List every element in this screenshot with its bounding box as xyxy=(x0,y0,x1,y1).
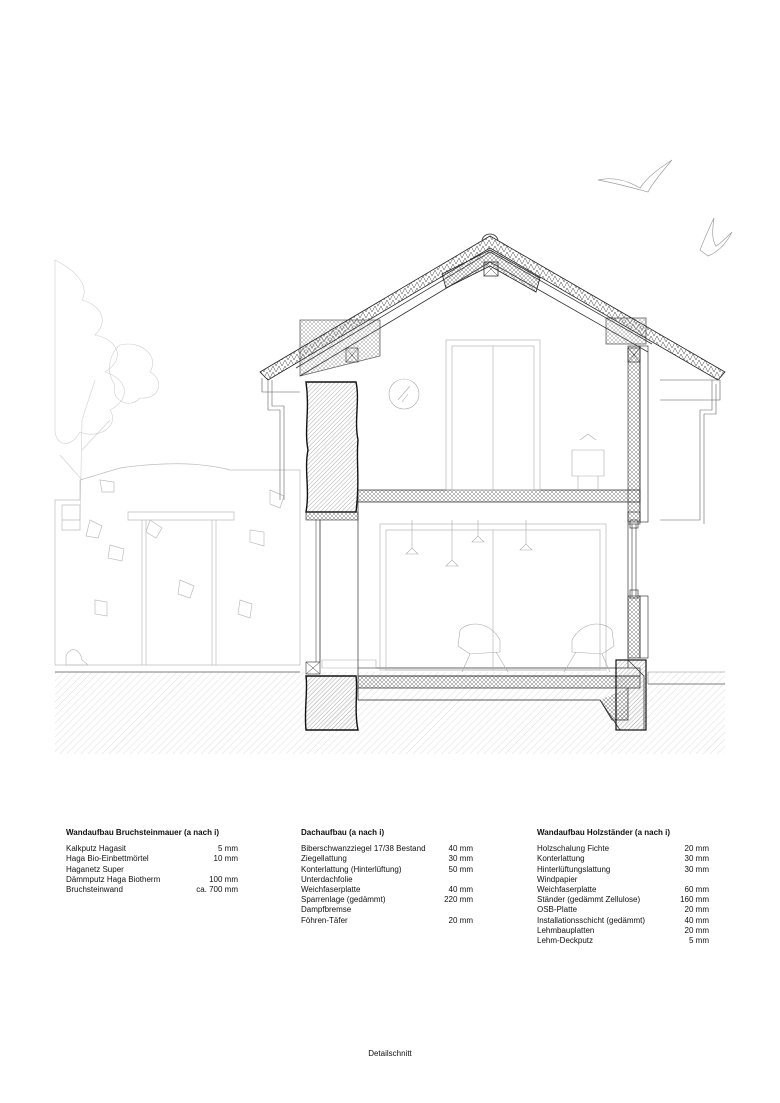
legend-row: Holzschalung Fichte 20 mm xyxy=(537,844,709,854)
legend-row: Ständer (gedämmt Zellulose) 160 mm xyxy=(537,895,709,905)
legend-title: Dachaufbau (a nach i) xyxy=(301,828,385,837)
upper-floor-slab xyxy=(358,490,640,502)
legend-row: Lehm-Deckputz 5 mm xyxy=(537,935,709,945)
legend-title: Wandaufbau Bruchsteinmauer (a nach i) xyxy=(66,828,220,837)
legend-row: Weichfaserplatte 40 mm xyxy=(301,884,473,894)
legend-row: Bruchsteinwand ca. 700 mm xyxy=(66,884,238,894)
legend-row: Lehmbauplatten 20 mm xyxy=(537,925,709,935)
legend-row: Konterlattung (Hinterlüftung) 50 mm xyxy=(301,864,473,874)
legend-timber-wall xyxy=(537,828,709,946)
legend-row: Windpapier xyxy=(537,874,578,884)
legend-row: Sparrenlage (gedämmt) 220 mm xyxy=(301,895,473,905)
legend-row: OSB-Platte 20 mm xyxy=(537,905,709,915)
legend-row: Föhren-Täfer 20 mm xyxy=(301,915,473,925)
legend-row: Haganetz Super xyxy=(66,864,124,874)
garden-wall xyxy=(55,464,300,665)
legend-stone-wall xyxy=(66,828,238,895)
interior-elements xyxy=(322,340,614,672)
legend-row: Installationsschicht (gedämmt) 40 mm xyxy=(537,915,709,925)
legend-row: Unterdachfolie xyxy=(301,874,353,884)
legend-row: Konterlattung 30 mm xyxy=(537,854,709,864)
drawing-caption: Detailschnitt xyxy=(368,1049,412,1058)
legend-title: Wandaufbau Holzständer (a nach i) xyxy=(537,828,671,837)
bird-icons xyxy=(598,160,732,256)
legend-row: Dampfbremse xyxy=(301,905,352,915)
legend-row: Kalkputz Hagasit 5 mm xyxy=(66,844,238,854)
roof xyxy=(260,234,725,400)
legend-row: Ziegellattung 30 mm xyxy=(301,854,473,864)
legend-row: Biberschwanzziegel 17/38 Bestand 40 mm xyxy=(301,844,473,854)
legend-roof xyxy=(301,828,473,926)
legend-row: Dämmputz Haga Biotherm 100 mm xyxy=(66,874,238,884)
legend-row: Hinterlüftungslattung 30 mm xyxy=(537,864,709,874)
legend-row: Weichfaserplatte 60 mm xyxy=(537,884,709,894)
legend-row: Haga Bio-Einbettmörtel 10 mm xyxy=(66,854,238,864)
